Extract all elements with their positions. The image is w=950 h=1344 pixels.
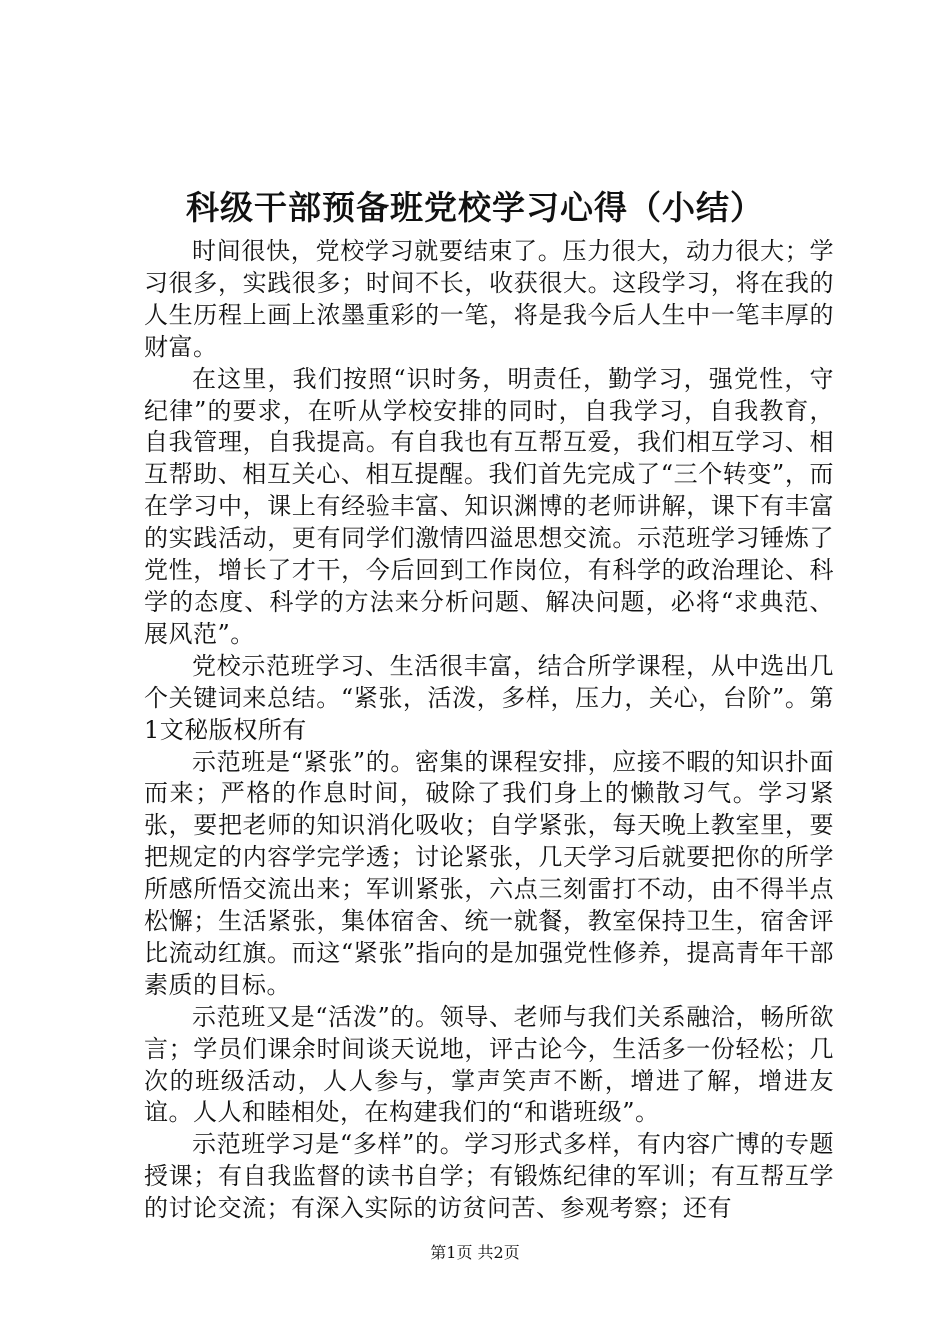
paragraph: 示范班学习是“多样”的。学习形式多样，有内容广博的专题授课；有自我监督的读书自学；有锻炼纪律的军训；有互帮互学的讨论交流；有深入实际的访贫问苦、参观考察；还有 (144, 1130, 834, 1223)
paragraph: 示范班又是“活泼”的。领导、老师与我们关系融洽，畅所欲言；学员们课余时间谈天说地，评古论今，生活多一份轻松；几次的班级活动，人人参与，掌声笑声不断，增进了解，增进友谊。人人和睦相处，在构建我们的“和谐班级”。 (144, 1002, 834, 1127)
document-title: 科级干部预备班党校学习心得（小结） (186, 188, 764, 227)
page-footer: 第1页 共2页 (430, 1243, 520, 1262)
document-body (144, 236, 834, 1225)
paragraph: 在这里，我们按照“识时务，明责任，勤学习，强党性，守纪律”的要求，在听从学校安排的同时，自我学习，自我教育，自我管理，自我提高。有自我也有互帮互爱，我们相互学习、相互帮助、相互关心、相互提醒。我们首先完成了“三个转变”，而在学习中，课上有经验丰富、知识渊博的老师讲解，课下有丰富的实践活动，更有同学们激情四溢思想交流。示范班学习锤炼了党性，增长了才干，今后回到工作岗位，有科学的政治理论、科学的态度、科学的方法来分析问题、解决问题，必将“求典范、展风范”。 (144, 364, 834, 648)
paragraph: 示范班是“紧张”的。密集的课程安排，应接不暇的知识扑面而来；严格的作息时间，破除了我们身上的懒散习气。学习紧张，要把老师的知识消化吸收；自学紧张，每天晚上教室里，要把规定的内容学完学透；讨论紧张，几天学习后就要把你的所学所感所悟交流出来；军训紧张，六点三刻雷打不动，由不得半点松懈；生活紧张，集体宿舍、统一就餐，教室保持卫生，宿舍评比流动红旗。而这“紧张”指向的是加强党性修养，提高青年干部素质的目标。 (144, 747, 834, 999)
paragraph: 党校示范班学习、生活很丰富，结合所学课程，从中选出几个关键词来总结。“紧张，活泼，多样，压力，关心，台阶”。第1文秘版权所有 (144, 651, 834, 744)
paragraph: 时间很快，党校学习就要结束了。压力很大，动力很大；学习很多，实践很多；时间不长，收获很大。这段学习，将在我的人生历程上画上浓墨重彩的一笔，将是我今后人生中一笔丰厚的财富。 (144, 237, 834, 361)
